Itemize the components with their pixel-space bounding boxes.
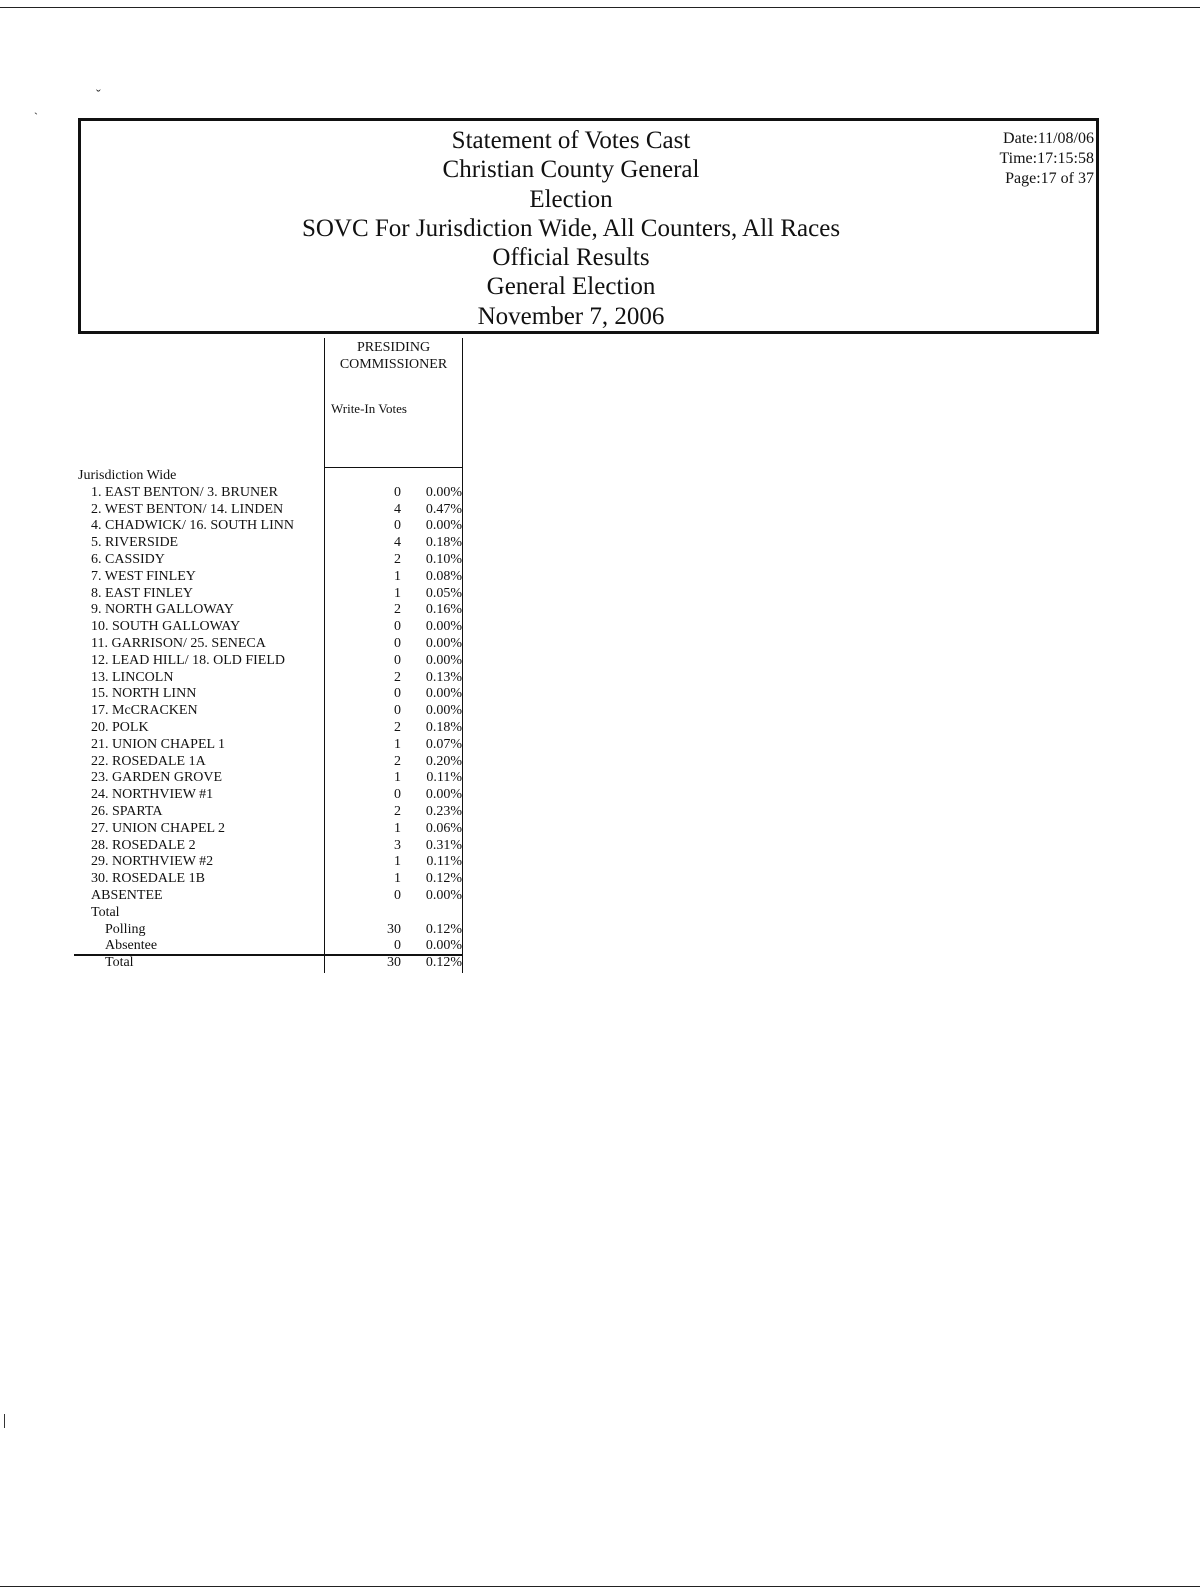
vote-percent: 0.06% bbox=[425, 820, 462, 836]
row-name: 12. LEAD HILL/ 18. OLD FIELD bbox=[91, 652, 286, 668]
table-row bbox=[78, 586, 478, 603]
table-row bbox=[78, 569, 478, 586]
row-name: 5. RIVERSIDE bbox=[91, 535, 179, 551]
vote-count: 1 bbox=[394, 585, 401, 601]
vote-count: 0 bbox=[394, 887, 401, 903]
vote-percent: 0.00% bbox=[425, 787, 462, 803]
vote-count: 0 bbox=[394, 686, 401, 702]
vote-percent: 0.31% bbox=[425, 837, 462, 853]
section-label: Jurisdiction Wide bbox=[78, 468, 177, 483]
table-row bbox=[78, 737, 478, 754]
vote-percent: 0.00% bbox=[425, 619, 462, 635]
row-name: 23. GARDEN GROVE bbox=[91, 770, 223, 786]
table-row bbox=[78, 670, 478, 687]
row-name: 10. SOUTH GALLOWAY bbox=[91, 619, 241, 635]
vote-count: 0 bbox=[394, 484, 401, 500]
row-name: 28. ROSEDALE 2 bbox=[91, 837, 196, 853]
vote-count: 0 bbox=[394, 787, 401, 803]
row-name: 7. WEST FINLEY bbox=[91, 568, 196, 584]
race-column-header bbox=[324, 338, 463, 468]
vote-count: 1 bbox=[394, 820, 401, 836]
row-name: 21. UNION CHAPEL 1 bbox=[91, 736, 226, 752]
vote-percent: 0.00% bbox=[425, 484, 462, 500]
vote-percent: 0.16% bbox=[425, 602, 462, 618]
table-row bbox=[78, 888, 478, 905]
stray-mark-icon: ˇ bbox=[96, 88, 101, 103]
table-row bbox=[78, 619, 478, 636]
vote-count: 4 bbox=[394, 501, 401, 517]
grand-total-row bbox=[78, 955, 478, 972]
vote-count: 1 bbox=[394, 854, 401, 870]
vote-percent: 0.08% bbox=[425, 568, 462, 584]
vote-count: 2 bbox=[394, 602, 401, 618]
vote-percent: 0.47% bbox=[425, 501, 462, 517]
section-label-row bbox=[78, 468, 478, 485]
report-header bbox=[78, 118, 1099, 334]
vote-percent: 0.20% bbox=[425, 753, 462, 769]
vote-count: 1 bbox=[394, 568, 401, 584]
vote-count: 2 bbox=[394, 753, 401, 769]
row-name: 22. ROSEDALE 1A bbox=[91, 753, 206, 769]
table-row bbox=[78, 754, 478, 771]
vote-count: 0 bbox=[394, 938, 401, 954]
table-row bbox=[78, 838, 478, 855]
vote-count: 30 bbox=[387, 955, 401, 971]
row-name: 27. UNION CHAPEL 2 bbox=[91, 820, 226, 836]
results-table bbox=[78, 468, 478, 972]
table-row bbox=[78, 804, 478, 821]
row-name: Total bbox=[105, 955, 134, 971]
row-name: 1. EAST BENTON/ 3. BRUNER bbox=[91, 484, 278, 500]
row-name: 8. EAST FINLEY bbox=[91, 585, 194, 601]
row-name: 11. GARRISON/ 25. SENECA bbox=[91, 635, 266, 651]
vote-count: 2 bbox=[394, 719, 401, 735]
vote-percent: 0.18% bbox=[425, 719, 462, 735]
row-name: 24. NORTHVIEW #1 bbox=[91, 787, 214, 803]
row-name: 26. SPARTA bbox=[91, 803, 163, 819]
title-line: November 7, 2006 bbox=[477, 302, 665, 330]
row-name: 6. CASSIDY bbox=[91, 551, 165, 567]
table-row bbox=[78, 602, 478, 619]
vote-count: 1 bbox=[394, 736, 401, 752]
title-line: Official Results bbox=[492, 244, 650, 272]
title-line: Christian County General bbox=[442, 156, 700, 184]
report-title bbox=[291, 126, 851, 331]
table-row bbox=[78, 502, 478, 519]
row-name: Polling bbox=[105, 921, 146, 937]
vote-percent: 0.00% bbox=[425, 686, 462, 702]
table-row bbox=[78, 720, 478, 737]
vote-percent: 0.00% bbox=[425, 703, 462, 719]
row-name: 20. POLK bbox=[91, 719, 149, 735]
row-name: ABSENTEE bbox=[91, 887, 163, 903]
vote-percent: 0.00% bbox=[425, 938, 462, 954]
row-name: 9. NORTH GALLOWAY bbox=[91, 602, 234, 618]
vote-percent: 0.23% bbox=[425, 803, 462, 819]
row-name: Absentee bbox=[105, 938, 158, 954]
vote-percent: 0.00% bbox=[425, 887, 462, 903]
total-row bbox=[78, 938, 478, 955]
table-row bbox=[78, 821, 478, 838]
report-meta bbox=[999, 129, 1094, 189]
row-name: 15. NORTH LINN bbox=[91, 686, 197, 702]
vote-count: 30 bbox=[387, 921, 401, 937]
table-row bbox=[78, 686, 478, 703]
vote-percent: 0.12% bbox=[425, 955, 462, 971]
vote-count: 0 bbox=[394, 703, 401, 719]
row-name: 30. ROSEDALE 1B bbox=[91, 871, 205, 887]
vote-percent: 0.11% bbox=[426, 854, 462, 870]
vote-count: 2 bbox=[394, 551, 401, 567]
table-row bbox=[78, 535, 478, 552]
row-name: 4. CHADWICK/ 16. SOUTH LINN bbox=[91, 518, 294, 534]
table-row bbox=[78, 552, 478, 569]
vote-percent: 0.05% bbox=[425, 585, 462, 601]
title-line: SOVC For Jurisdiction Wide, All Counters, All Races bbox=[301, 214, 841, 242]
title-line: General Election bbox=[486, 273, 656, 301]
race-title-line: PRESIDING bbox=[356, 340, 431, 355]
table-row bbox=[78, 871, 478, 888]
total-row bbox=[78, 922, 478, 939]
report-time: Time:17:15:58 bbox=[999, 150, 1094, 167]
table-row bbox=[78, 770, 478, 787]
row-name: 17. McCRACKEN bbox=[91, 703, 198, 719]
race-title bbox=[325, 339, 462, 373]
vote-count: 0 bbox=[394, 635, 401, 651]
row-name: 29. NORTHVIEW #2 bbox=[91, 854, 214, 870]
vote-percent: 0.18% bbox=[425, 535, 462, 551]
vote-count: 1 bbox=[394, 770, 401, 786]
vote-count: 3 bbox=[394, 837, 401, 853]
vote-percent: 0.12% bbox=[425, 871, 462, 887]
vote-percent: 0.11% bbox=[426, 770, 462, 786]
vote-percent: 0.12% bbox=[425, 921, 462, 937]
page-number: Page:17 of 37 bbox=[1005, 170, 1094, 187]
vote-count: 0 bbox=[394, 619, 401, 635]
vote-percent: 0.00% bbox=[425, 518, 462, 534]
row-name: Total bbox=[91, 904, 120, 920]
table-row bbox=[78, 854, 478, 871]
report-date: Date:11/08/06 bbox=[1003, 130, 1094, 147]
race-title-line: COMMISSIONER bbox=[339, 357, 448, 372]
stray-mark-icon: ` bbox=[34, 110, 38, 124]
vote-count: 1 bbox=[394, 871, 401, 887]
vote-percent: 0.10% bbox=[425, 551, 462, 567]
table-row bbox=[78, 485, 478, 502]
vote-percent: 0.13% bbox=[425, 669, 462, 685]
table-row bbox=[78, 703, 478, 720]
table-row bbox=[78, 518, 478, 535]
row-name: 13. LINCOLN bbox=[91, 669, 174, 685]
vote-count: 2 bbox=[394, 803, 401, 819]
table-row bbox=[78, 653, 478, 670]
vote-count: 4 bbox=[394, 535, 401, 551]
vote-percent: 0.00% bbox=[425, 652, 462, 668]
vote-count: 2 bbox=[394, 669, 401, 685]
top-scan-rule bbox=[0, 7, 1200, 8]
total-label-row bbox=[78, 905, 478, 922]
vote-count: 0 bbox=[394, 518, 401, 534]
table-row bbox=[78, 787, 478, 804]
vote-percent: 0.00% bbox=[425, 635, 462, 651]
stray-mark-icon bbox=[4, 1414, 5, 1428]
vote-percent: 0.07% bbox=[425, 736, 462, 752]
row-name: 2. WEST BENTON/ 14. LINDEN bbox=[91, 501, 284, 517]
vote-count: 0 bbox=[394, 652, 401, 668]
title-line: Statement of Votes Cast bbox=[451, 127, 691, 154]
candidate-name: Write-In Votes bbox=[331, 401, 407, 416]
bottom-scan-rule bbox=[0, 1586, 1200, 1587]
title-line: Election bbox=[529, 185, 613, 213]
table-row bbox=[78, 636, 478, 653]
